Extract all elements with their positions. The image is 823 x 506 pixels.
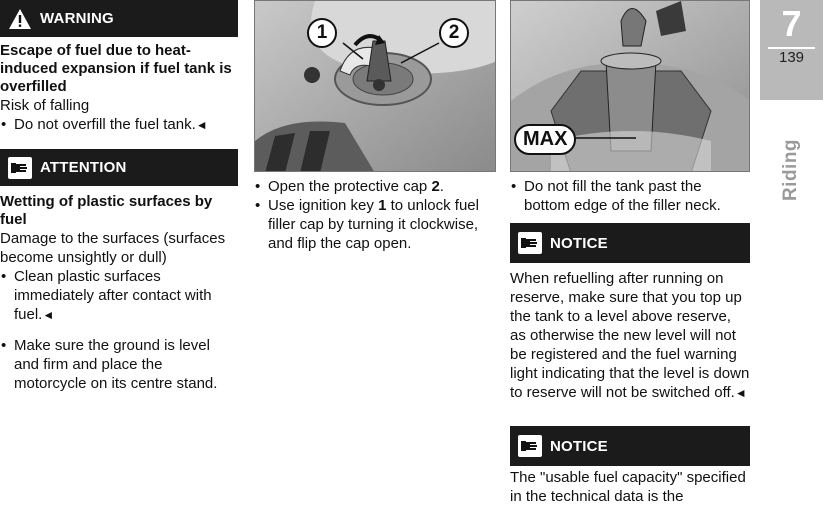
notice-text: When refuelling after running on reserve, make sure that you top up the tank to a level above reserve, as otherwise the new level will not be registered and the fuel warning light indicating that the level is down to reserve will not be switched off.◄ [510, 270, 750, 401]
section-tab [760, 130, 823, 210]
warning-heading: Escape of fuel due to heat-induced expansion if fuel tank is overfilled [0, 42, 232, 95]
warning-risk: Risk of falling [0, 97, 90, 114]
list-item: • Open the protective cap 2. [254, 177, 496, 196]
list-item: • Do not overfill the fuel tank.◄ [0, 115, 238, 135]
middle-column [254, 0, 496, 253]
warning-banner [0, 0, 238, 37]
attention-label: ATTENTION [40, 159, 127, 176]
list-item: • Make sure the ground is level and firm and place the motorcycle on its centre stand. [0, 336, 238, 393]
callout-2: 2 [439, 18, 469, 48]
filler-neck-photo [510, 0, 750, 172]
left-column [0, 0, 238, 393]
warning-list [0, 115, 238, 135]
notice-banner-2 [510, 426, 750, 466]
warning-triangle-icon [8, 8, 32, 30]
attention-banner [0, 149, 238, 186]
chapter-thumb-index [760, 0, 823, 504]
section-title: Riding [780, 138, 802, 202]
tank-list [510, 177, 750, 215]
list-item: • Use ignition key 1 to unlock fuel filler cap by turning it clockwise, and flip the cap open. [254, 196, 496, 253]
notice-hand-icon [518, 232, 542, 254]
notice-label-2: NOTICE [550, 437, 608, 455]
fuel-cap-photo [254, 0, 496, 172]
attention-list [0, 267, 238, 325]
callout-1: 1 [307, 18, 337, 48]
warning-label: WARNING [40, 10, 114, 27]
ground-list [0, 336, 238, 393]
attention-heading: Wetting of plastic surfaces by fuel [0, 193, 213, 228]
right-column [510, 0, 750, 505]
attention-risk: Damage to the surfaces (surfaces become unsightly or dull) [0, 230, 226, 266]
notice-hand-icon [518, 435, 542, 457]
notice-label: NOTICE [550, 234, 608, 252]
notice-banner [510, 223, 750, 263]
list-item: • Do not fill the tank past the bottom edge of the filler neck. [510, 177, 750, 215]
page-number: 139 [778, 49, 805, 66]
attention-hand-icon [8, 157, 32, 179]
max-level-label: MAX [514, 124, 576, 155]
list-item: • Clean plastic surfaces immediately after contact with fuel.◄ [0, 267, 238, 325]
notice-text-2: The "usable fuel capacity" specified in the technical data is the [510, 469, 746, 505]
chapter-tab [760, 0, 823, 100]
chapter-number: 7 [781, 3, 802, 44]
steps-list [254, 177, 496, 253]
